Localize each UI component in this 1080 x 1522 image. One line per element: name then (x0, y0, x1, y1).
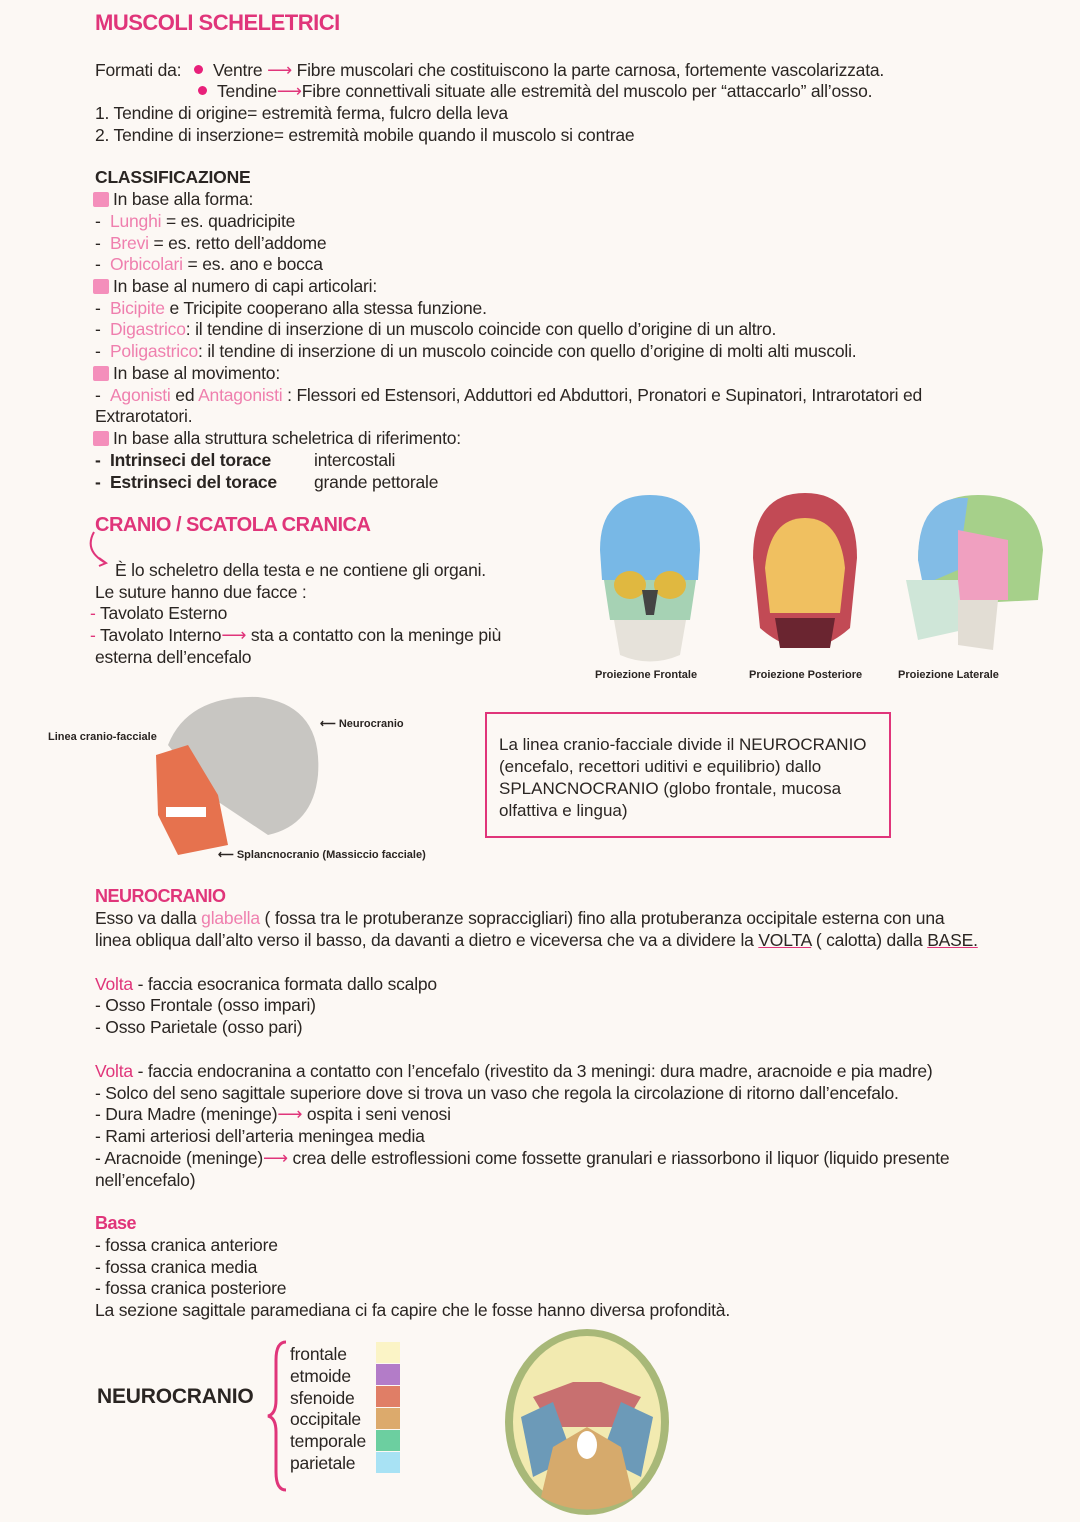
heading-struttura (93, 427, 461, 449)
desc: : il tendine di inserzione di un muscolo coincide con quello d’origine di un altro. (185, 319, 777, 339)
arrow-icon: ⟶ (276, 81, 302, 101)
term: Poligastrico (109, 341, 199, 361)
desc: = es. quadricipite (161, 211, 296, 231)
legend-swatch (376, 1452, 400, 1473)
term: Antagonisti (198, 385, 283, 405)
list-item: - fossa cranica media (95, 1257, 258, 1277)
skull-frontal-image (590, 490, 710, 665)
classificazione-title: CLASSIFICAZIONE (95, 167, 251, 187)
ventre-term: Ventre (212, 60, 263, 80)
term: - Aracnoide (meninge) (95, 1148, 263, 1168)
item-inserzione: 2. Tendine di inserzione= estremità mobile quando il muscolo si contrae (95, 125, 635, 145)
cranio-title: CRANIO / SCATOLA CRANICA (95, 514, 371, 536)
legend-swatch (376, 1408, 400, 1429)
list-item (95, 1147, 949, 1169)
term: VOLTA (758, 930, 812, 950)
heading-text: In base alla forma: (113, 189, 254, 209)
paragraph-line (95, 929, 978, 951)
highlight-marker-icon (93, 366, 109, 381)
desc: - faccia endocranina a contatto con l’encefalo (rivestito da 3 meningi: dura madre, aracnoide e pia madre) (132, 1061, 933, 1081)
skull-posterior-image (745, 488, 865, 666)
list-item-desc: intercostali (314, 450, 396, 470)
desc: = es. ano e bocca (182, 254, 323, 274)
box-line: (encefalo, recettori uditivi e equilibrio) dallo (499, 757, 822, 776)
term: Lunghi (109, 211, 162, 231)
formati-label: Formati da: (95, 60, 182, 80)
list-item: - Digastrico: il tendine di inserzione di un muscolo coincide con quello d’origine di un altro. (95, 319, 777, 339)
list-item: - Lunghi = es. quadricipite (95, 211, 296, 231)
term: Volta (95, 974, 133, 994)
ventre-desc: Fibre muscolari che costituiscono la parte carnosa, fortemente vascolarizzata. (296, 60, 885, 80)
list-item: - Intrinseci del torace (95, 450, 272, 470)
cranio-def: È lo scheletro della testa e ne contiene gli organi. (115, 560, 486, 580)
label-splancnocranio: ⟵ Splancnocranio (Massiccio facciale) (218, 849, 426, 861)
desc: : Flessori ed Estensori, Adduttori ed Abduttori, Pronatori e Supinatori, Intrarotatori ed (282, 385, 923, 405)
box-line: La linea cranio-facciale divide il NEUROCRANIO (499, 735, 867, 754)
arrow-icon: ⟶ (267, 60, 292, 80)
box-line: SPLANCNOCRANIO (globo frontale, mucosa (499, 779, 842, 798)
list-item: - Agonisti ed Antagonisti : Flessori ed Estensori, Adduttori ed Abduttori, Pronatori e Supinatori, Intrarotatori ed (95, 385, 923, 405)
conj: ed (170, 385, 199, 405)
legend-label: occipitale (290, 1409, 361, 1429)
skull-lateral-colored-image (148, 695, 328, 860)
heading-text: In base al numero di capi articolari: (113, 276, 377, 296)
curved-arrow-icon (84, 530, 118, 570)
desc: ospita i seni venosi (302, 1104, 451, 1124)
text: ( fossa tra le protuberanze sopraccigliari) fino alla protuberanza occipitale esterna con una (259, 908, 945, 928)
text: linea obliqua dall’alto verso il basso, da davanti a dietro e viceversa che va a dividere la (95, 930, 759, 950)
formati-line-ventre (95, 59, 884, 81)
term: Intrinseci del torace (109, 450, 272, 470)
list-item: - Rami arteriosi dell’arteria meningea media (95, 1126, 425, 1146)
heading-text: In base al movimento: (113, 363, 280, 383)
label-neurocranio: ⟵ Neurocranio (320, 718, 404, 730)
tendine-desc: Fibre connettivali situate alle estremità del muscolo per “attaccarlo” all’osso. (301, 81, 873, 101)
term: Volta (95, 1061, 133, 1081)
list-item: - Tavolato Interno⟶ sta a contatto con la meninge più (90, 625, 502, 645)
list-item: - Poligastrico: il tendine di inserzione di un muscolo coincide con quello d’origine di molti alti muscoli. (95, 341, 857, 361)
heading-capi (93, 275, 377, 297)
list-item-cont: esterna dell’encefalo (95, 647, 252, 667)
term: BASE. (927, 930, 978, 950)
legend-label: sfenoide (290, 1388, 355, 1408)
skull-lateral-image (898, 490, 1046, 650)
term: Tavolato Esterno (99, 603, 228, 623)
item-origine: 1. Tendine di origine= estremità ferma, fulcro della leva (95, 103, 508, 123)
arrow-icon: ⟶ (277, 1104, 303, 1124)
desc: sta a contatto con la meninge più (246, 625, 502, 645)
text: Esso va dalla (95, 908, 202, 928)
box-line: olfattiva e lingua) (499, 801, 628, 820)
legend-label: etmoide (290, 1366, 351, 1386)
term: Agonisti (109, 385, 171, 405)
list-item: - Tavolato Esterno (90, 603, 228, 623)
base-title: Base (95, 1213, 137, 1233)
skull-base-image (503, 1327, 671, 1517)
term: Tavolato Interno (99, 625, 222, 645)
neurocranio-title: NEUROCRANIO (95, 886, 226, 906)
bullet-icon (194, 65, 203, 74)
label-linea: Linea cranio-facciale (48, 731, 157, 743)
legend-swatch (376, 1430, 400, 1451)
brace-icon (266, 1340, 290, 1492)
highlight-marker-icon (93, 279, 109, 294)
arrow-icon: ⟶ (221, 625, 247, 645)
heading-forma (93, 188, 253, 210)
caption-frontal: Proiezione Frontale (595, 669, 698, 681)
page-title: MUSCOLI SCHELETRICI (95, 10, 340, 35)
desc: e Tricipite cooperano alla stessa funzione. (164, 298, 487, 318)
volta-heading (95, 973, 437, 995)
desc: crea delle estroflessioni come fossette granulari e riassorbono il liquor (liquido presente (287, 1148, 950, 1168)
tendine-term: Tendine (217, 81, 277, 101)
legend-label: frontale (290, 1344, 347, 1364)
legend-swatch (376, 1364, 400, 1385)
legend-swatch (376, 1386, 400, 1407)
list-item: - fossa cranica posteriore (95, 1278, 287, 1298)
list-item: - Estrinseci del torace (95, 472, 277, 492)
highlight-marker-icon (93, 431, 109, 446)
list-item-desc: grande pettorale (314, 472, 439, 492)
list-item: - fossa cranica anteriore (95, 1235, 278, 1255)
formati-line-tendine (198, 80, 872, 102)
term: Brevi (109, 233, 149, 253)
caption-posterior: Proiezione Posteriore (749, 669, 863, 681)
list-item: - Osso Frontale (osso impari) (95, 995, 316, 1015)
term: Orbicolari (109, 254, 183, 274)
list-item: - Solco del seno sagittale superiore dove si trova un vaso che regola la circolazione di ritorno dall’encefalo. (95, 1083, 899, 1103)
heading-movimento (93, 362, 280, 384)
definition-box (485, 712, 891, 838)
list-item: - Bicipite e Tricipite cooperano alla stessa funzione. (95, 298, 487, 318)
list-item: - Orbicolari = es. ano e bocca (95, 254, 323, 274)
desc: : il tendine di inserzione di un muscolo coincide con quello d’origine di molti alti muscoli. (198, 341, 857, 361)
term: Bicipite (109, 298, 165, 318)
volta-heading (95, 1060, 933, 1082)
list-item: - Osso Parietale (osso pari) (95, 1017, 303, 1037)
sezione-text: La sezione sagittale paramediana ci fa capire che le fosse hanno diversa profondità. (95, 1300, 730, 1320)
list-item (95, 1103, 451, 1125)
heading-text: In base alla struttura scheletrica di riferimento: (113, 428, 461, 448)
arrow-icon: ⟶ (262, 1148, 288, 1168)
term: - Dura Madre (meninge) (95, 1104, 278, 1124)
desc: - faccia esocranica formata dallo scalpo (132, 974, 437, 994)
list-item: - Brevi = es. retto dell’addome (95, 233, 327, 253)
legend-title: NEUROCRANIO (97, 1385, 254, 1408)
bullet-icon (198, 86, 207, 95)
list-item-cont: Extrarotatori. (95, 406, 193, 426)
paragraph-line (95, 907, 944, 929)
desc: = es. retto dell’addome (148, 233, 327, 253)
label-text: Splancnocranio (Massiccio facciale) (236, 849, 426, 861)
list-item-cont: nell’encefalo) (95, 1170, 196, 1190)
term: Digastrico (109, 319, 186, 339)
term: Estrinseci del torace (109, 472, 277, 492)
cranio-suture: Le suture hanno due facce : (95, 582, 307, 602)
legend-swatch (376, 1342, 400, 1363)
caption-lateral: Proiezione Laterale (898, 669, 999, 681)
label-text: Neurocranio (338, 718, 404, 730)
term: glabella (201, 908, 260, 928)
legend-label: temporale (290, 1431, 367, 1451)
text: ( calotta) dalla (811, 930, 928, 950)
legend-label: parietale (290, 1453, 356, 1473)
highlight-marker-icon (93, 192, 109, 207)
